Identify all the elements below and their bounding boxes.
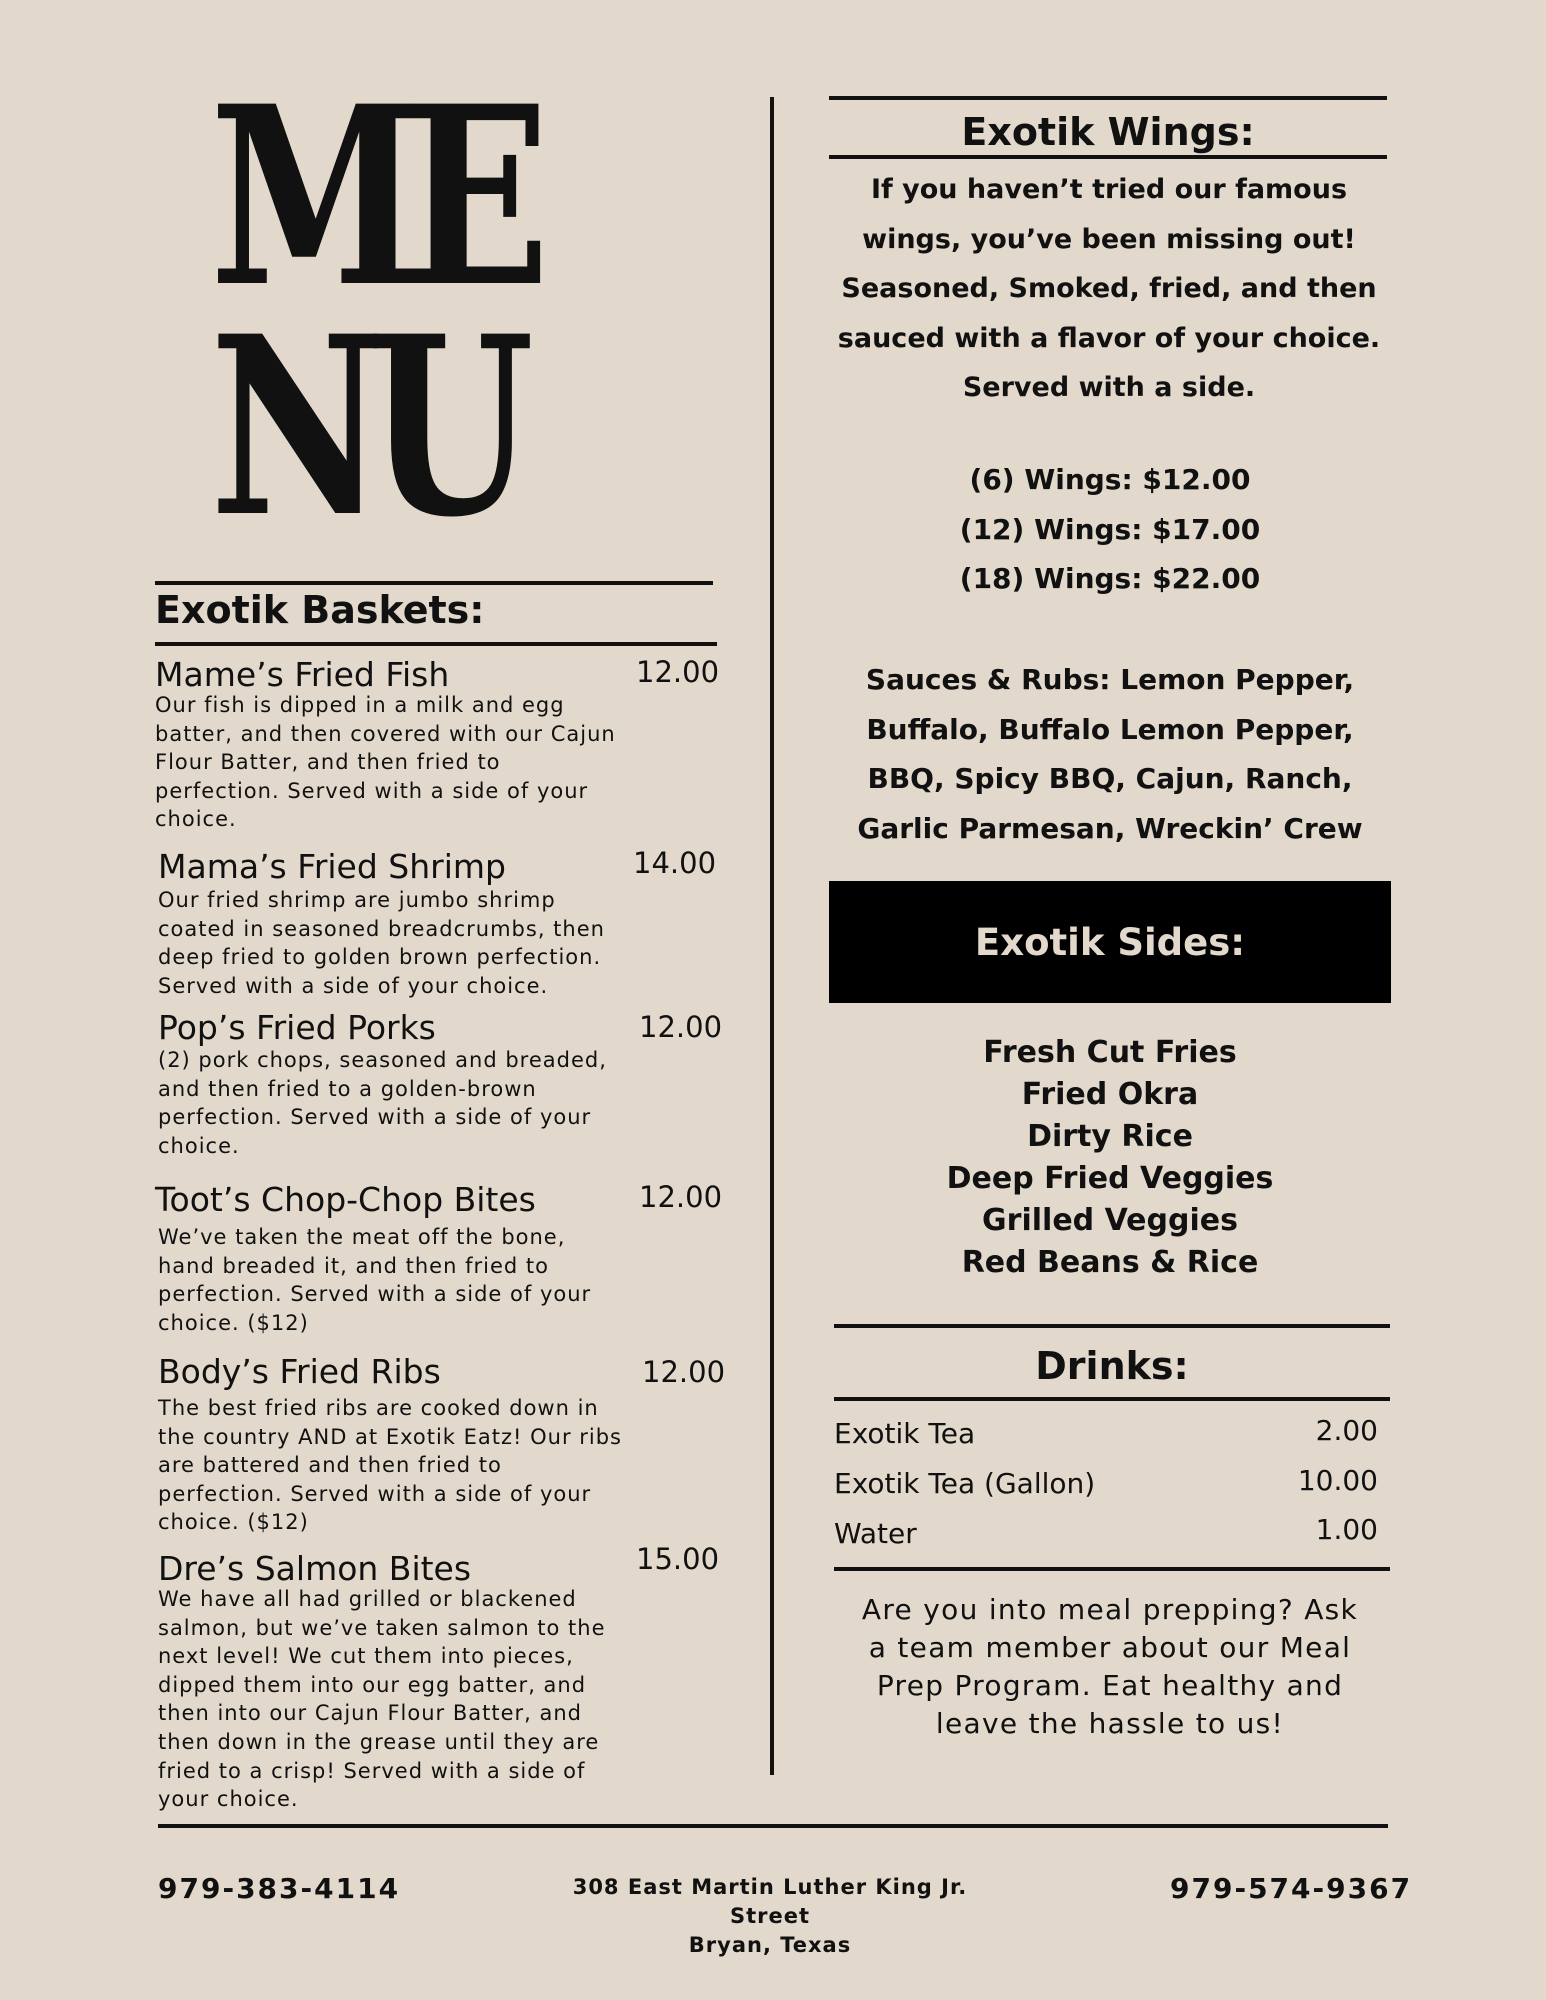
baskets-bottom-rule [155,642,717,646]
drinks-mid-rule [834,1397,1390,1401]
wings-heading: Exotik Wings: [961,110,1255,154]
phone-right: 979-574-9367 [1170,1872,1413,1905]
side-item: Grilled Veggies [982,1203,1238,1238]
basket-item-description: Our fish is dipped in a milk and egg batter, and then covered with our Cajun Flour Batter, and then fried to perfection. Served with a side of your choice. [155,693,616,832]
footer-rule [158,1824,1388,1828]
basket-item-name: Mame’s Fried Fish [155,655,450,694]
baskets-heading: Exotik Baskets: [155,588,485,632]
drink-price: 1.00 [1315,1513,1378,1546]
baskets-top-rule [155,581,713,585]
side-item: Deep Fried Veggies [946,1161,1274,1196]
wings-price-list [830,455,1390,604]
phone-left: 979-383-4114 [158,1872,401,1905]
side-item: Fresh Cut Fries [983,1035,1237,1070]
meal-prep-note: Are you into meal prepping? Ask a team member about our Meal Prep Program. Eat healthy and leave the hassle to us! [861,1593,1359,1740]
drink-name: Exotik Tea [834,1417,976,1450]
menu-title-line2: NU [210,283,516,572]
basket-item-price: 12.00 [636,655,720,689]
basket-item-description: We have all had grilled or blackened salmon, but we’ve taken salmon to the next level! We cut them into pieces, dipped them into our egg batter, and then into our Cajun Flour Batter, and then down in the grease until they are fried to a crisp! Served with a side of your choice. [158,1587,606,1812]
basket-item-description: (2) pork chops, seasoned and breaded, and then fried to a golden-brown perfection. Served with a side of your choice. [158,1048,607,1158]
column-divider [770,97,774,1775]
wings-price: (12) Wings: $17.00 [959,512,1261,546]
basket-item-description: We’ve taken the meat off the bone, hand breaded it, and then fried to perfection. Served with a side of your choice. ($12) [158,1225,592,1335]
address [560,1873,980,1960]
side-item: Fried Okra [1021,1077,1199,1112]
basket-item-name: Body’s Fried Ribs [158,1352,441,1391]
side-item: Dirty Rice [1027,1119,1193,1154]
wings-top-rule [829,96,1387,100]
basket-item-price: 12.00 [639,1010,723,1044]
sauces-and-rubs: Sauces & Rubs: Lemon Pepper, Buffalo, Buffalo Lemon Pepper, BBQ, Spicy BBQ, Cajun, Ranch, Garlic Parmesan, Wreckin’ Crew [857,663,1363,845]
drinks-heading: Drinks: [1035,1344,1189,1388]
drink-name: Water [834,1517,917,1550]
menu-title-line1: ME [210,53,532,342]
basket-item-description: The best fried ribs are cooked down in the country AND at Exotik Eatz! Our ribs are battered and then fried to perfection. Served with a side of your choice. ($12) [158,1396,622,1535]
address-line2: Bryan, Texas [688,1933,852,1957]
drink-price: 10.00 [1297,1464,1378,1497]
basket-item-price: 12.00 [642,1355,726,1389]
side-item: Red Beans & Rice [961,1245,1259,1280]
wings-bottom-rule [829,155,1387,159]
drink-price: 2.00 [1315,1414,1378,1447]
wings-price: (6) Wings: $12.00 [969,463,1251,496]
address-line1: 308 East Martin Luther King Jr. Street [572,1875,968,1928]
basket-item-price: 15.00 [636,1542,720,1576]
basket-item-name: Pop’s Fried Porks [158,1008,436,1047]
basket-item-name: Dre’s Salmon Bites [158,1549,472,1588]
drinks-bottom-rule [834,1567,1390,1571]
basket-item-description: Our fried shrimp are jumbo shrimp coated in seasoned breadcrumbs, then deep fried to golden brown perfection. Served with a side of your choice. [158,888,605,998]
basket-item-price: 14.00 [633,846,717,880]
sides-heading: Exotik Sides: [974,920,1246,964]
drinks-top-rule [834,1324,1390,1328]
basket-item-name: Toot’s Chop-Chop Bites [155,1180,536,1219]
sides-heading-box [829,881,1391,1003]
drink-name: Exotik Tea (Gallon) [834,1467,1096,1500]
sides-list [830,1032,1390,1284]
wings-description: If you haven’t tried our famous wings, you’ve been missing out! Seasoned, Smoked, fried, and then sauced with a flavor of your choice. Served with a side. [837,174,1381,403]
wings-price: (18) Wings: $22.00 [959,562,1261,595]
basket-item-price: 12.00 [639,1180,723,1214]
basket-item-name: Mama’s Fried Shrimp [158,847,506,886]
